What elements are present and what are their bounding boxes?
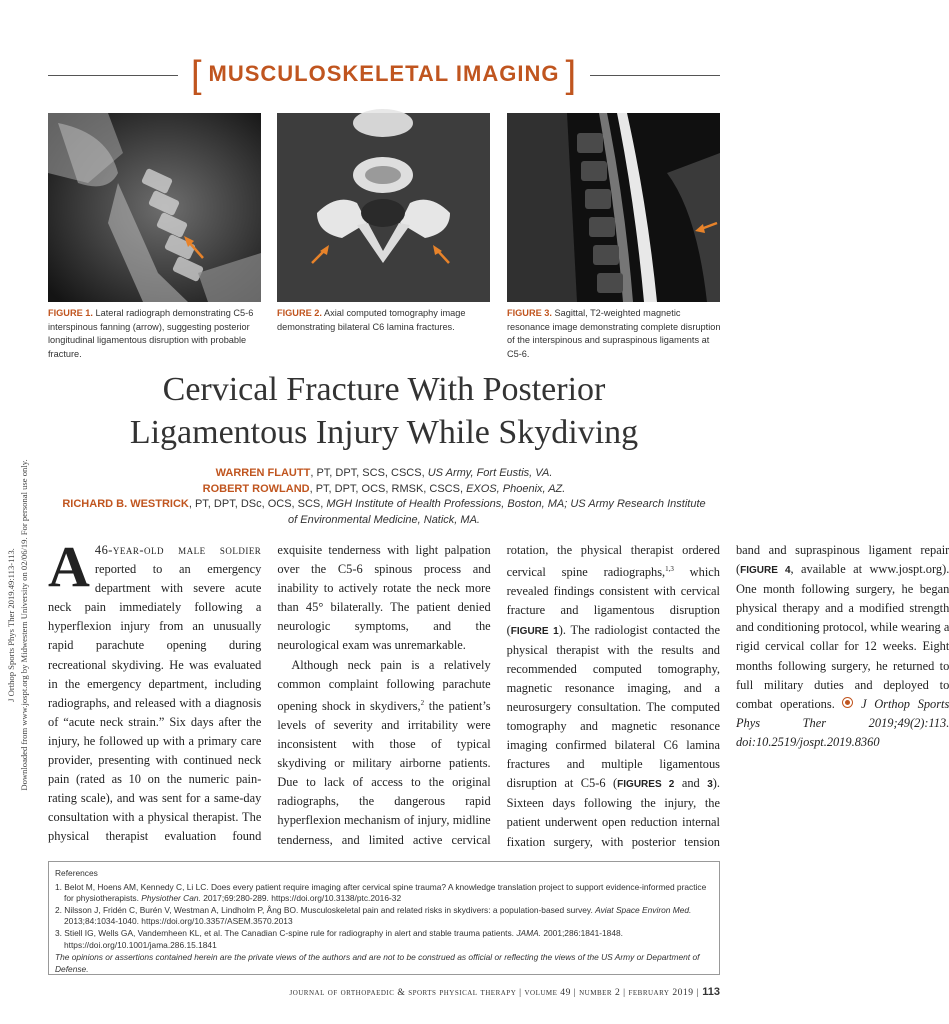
figure-3-ref[interactable]: 3 [707, 779, 713, 791]
figure-2-caption: FIGURE 2. Axial computed tomography image demonstrating bilateral C6 lamina fractures. [277, 308, 466, 332]
header-rule-right [590, 75, 720, 76]
end-of-article-icon [842, 697, 853, 708]
bracket-left: [ [190, 54, 203, 96]
drop-cap: A [48, 534, 90, 599]
figure-1-ref[interactable]: FIGURE 1 [510, 625, 559, 637]
bracket-right: ] [565, 54, 578, 96]
article-title: Cervical Fracture With Posterior Ligamentous Injury While Skydiving [129, 371, 639, 451]
section-label: MUSCULOSKELETAL IMAGING [208, 61, 560, 86]
figure-1-caption: FIGURE 1. Lateral radiograph demonstrating C5-6 interspinous fanning (arrow), suggesting posterior longitudinal ligamentous disruption with probable fracture. [48, 308, 254, 359]
download-notice: J Orthop Sports Phys Ther 2019.49:113-113. Downloaded from www.jospt.org by Midwestern University on 02/06/19. For personal use only. [6, 459, 29, 791]
disclaimer: The opinions or assertions contained herein are the private views of the authors and are not to be construed as official or reflecting the views of the US Army or Department of Defense. [55, 952, 700, 974]
page-footer [0, 986, 720, 998]
journal-footer: journal of orthopaedic & sports physical therapy | volume 49 | number 2 | february 2019 | [289, 987, 699, 998]
page-number: 113 [702, 986, 720, 998]
reference-item: 2. Nilsson J, Fridén C, Burén V, Westman A, Lindholm P, Ång BO. Musculoskeletal pain and related risks in skydivers: a population-based survey. Aviat Space Environ Med. 2013;84:1034-1040. https://doi.org/10.3357/ASEM.3570.2013 [55, 904, 692, 927]
reference-item: 1. Belot M, Hoens AM, Kennedy C, Li LC. Does every patient require imaging after cervical spine trauma? A knowledge translation project to support evidence-informed practice for physiotherapists. Physiother Can. 2017;69:280-289. https://doi.org/10.3138/ptc.2016-32 [55, 881, 707, 904]
author-1: WARREN FLAUTT, PT, DPT, SCS, CSCS, US Army, Fort Eustis, VA. [215, 467, 553, 479]
figure-3-mri [507, 113, 720, 302]
figure-1-radiograph [48, 113, 261, 302]
figure-2-ct [277, 113, 490, 302]
author-list [40, 466, 728, 528]
header-rule-left [48, 75, 178, 76]
references-box [48, 861, 720, 975]
paragraph-2: Although neck pain is a relatively common complaint following parachute opening shock in skydivers,$^2$ the patient’s levels of severity and irritability were inconsistent with those of typical skydiving or military airborne patients. Due to lack of access to the original radiographs, the dangerous rapid hyperflexion mechanism of injury, midline tenderness, and limited active cervical rotation, the physical therapist ordered cervical spine radiographs,$^{1,3}$ which revealed findings consistent with cervical fracture and ligamentous disruption (FIGURE 1). The radiologist contacted the physical therapist with the results and recommended computed tomography, magnetic resonance imaging, and a neurosurgery consultation. The computed tomography and magnetic resonance imaging confirmed bilateral C6 lamina fractures and multiple ligamentous disruption at C5-6 (FIGURES 2 and 3). Sixteen days following the injury, the patient underwent open reduction internal fixation surgery, with posterior tension band and supraspinous ligament repair (FIGURE 4, available at www.jospt.org). One month following surgery, he began physical therapy and a modified strength and conditioning protocol, while wearing a rigid cervical collar for 12 weeks. Eight months following surgery, he returned to full military duties and deployed to combat operations. J Orthop Sports Phys Ther 2019;49(2):113. doi:10.2519/jospt.2019.8360 [277, 543, 949, 849]
author-2: ROBERT ROWLAND, PT, DPT, OCS, RMSK, CSCS, EXOS, Phoenix, AZ. [202, 482, 566, 495]
references-heading: References [55, 868, 98, 878]
reference-list [55, 882, 713, 952]
author-3: RICHARD B. WESTRICK, PT, DPT, DSc, OCS, SCS, MGH Institute of Health Professions, Boston, MA; US Army Research Institute of Environmental Medicine, Natick, MA. [62, 498, 706, 526]
section-title [178, 54, 590, 97]
paragraph-1: A 46-year-old male soldier reported to an emergency department with severe acute neck pain immediately following a hyperflexion injury from an unusually rapid parachute opening during recreational skydiving. He was evaluated in the emergency department, including radiographs, and released with a diagnosis of “acute neck strain.” Six days after the injury, he followed up with a primary care provider, presenting with continued neck pain (rated as 10 on the numeric pain-rating scale), and was sent for a same-day consultation with a physical therapist. The physical therapist evaluation found exquisite tenderness with light palpation over the C5-6 spinous process and inability to actively rotate the neck more than 45° bilaterally. The patient denied neurologic symptoms, and the neurological exam was unremarkable. [48, 534, 491, 844]
figure-4-ref[interactable]: FIGURE 4 [740, 565, 791, 577]
figure-2-ref[interactable]: FIGURES 2 [617, 779, 675, 791]
article-body [48, 534, 949, 853]
reference-item: 3. Stiell IG, Wells GA, Vandemheen KL, et al. The Canadian C-spine rule for radiography in alert and stable trauma patients. JAMA. 2001;286:1841-1848. https://doi.org/10.1001/jama.286.15.1841 [55, 927, 623, 950]
article-citation: J Orthop Sports Phys Ther 2019;49(2):113. doi:10.2519/jospt.2019.8360 [735, 696, 949, 749]
figure-3-caption: FIGURE 3. Sagittal, T2-weighted magnetic resonance image demonstrating complete disruption of the interspinous and supraspinous ligaments at C5-6. [507, 308, 721, 359]
